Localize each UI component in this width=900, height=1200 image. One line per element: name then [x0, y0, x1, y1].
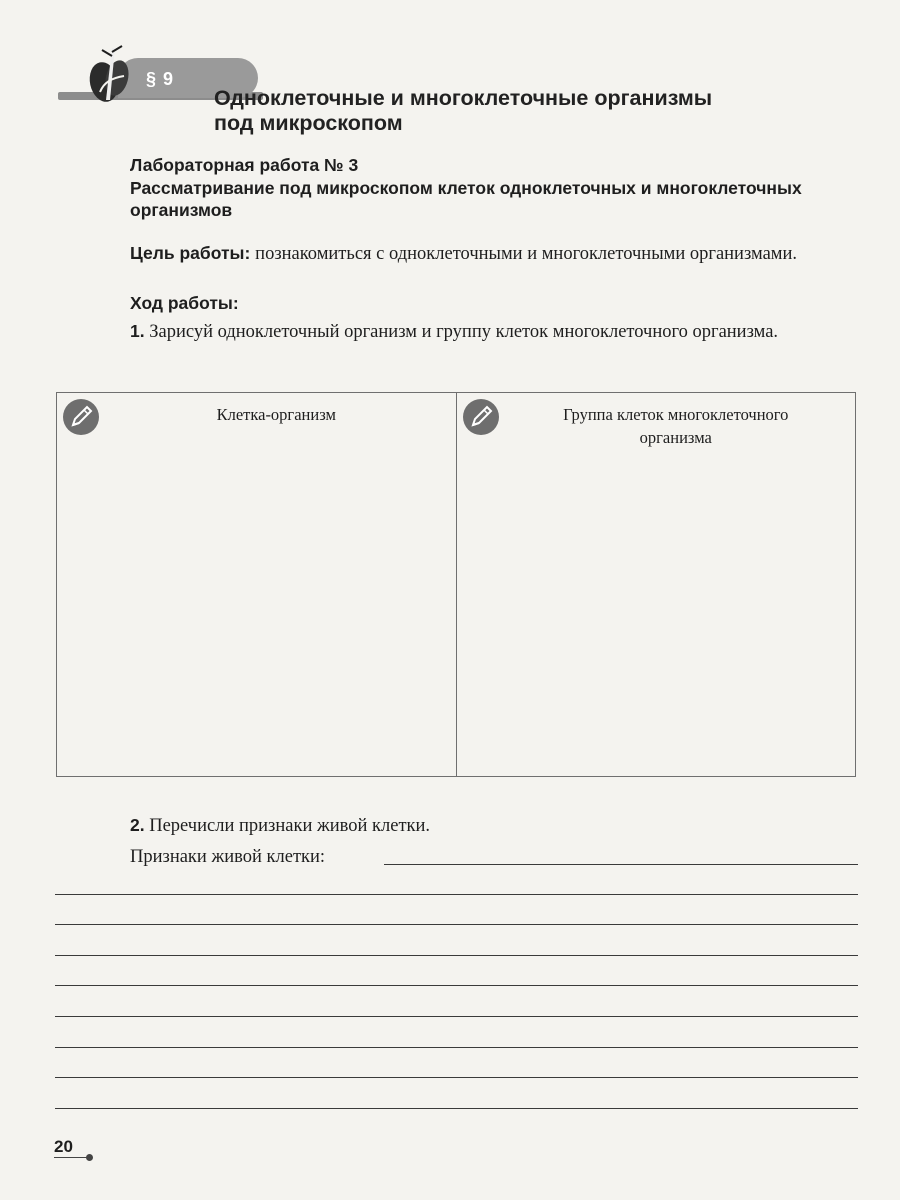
chapter-title-line: Одноклеточные и многоклеточные организмы [214, 86, 713, 110]
pencil-icon [63, 399, 99, 435]
progress-title: Ход работы: [130, 293, 239, 313]
answer-line[interactable] [55, 955, 858, 956]
task-2-number: 2. [130, 815, 145, 835]
cell-caption-group [517, 403, 836, 449]
answer-line[interactable] [55, 1016, 858, 1017]
chapter-title [214, 86, 814, 136]
goal-text: познакомиться с одноклеточными и многоклеточными организмами. [255, 244, 798, 264]
drawing-area-cell-organism[interactable] [57, 393, 456, 776]
cell-caption-organism: Клетка-организм [216, 405, 336, 424]
answer-line[interactable] [55, 894, 858, 895]
drawing-area-cell-group[interactable] [456, 393, 856, 776]
page-number-underline [54, 1157, 88, 1158]
pencil-icon [463, 399, 499, 435]
task-2 [130, 815, 430, 837]
answer-line[interactable] [55, 985, 858, 986]
task-1-number: 1. [130, 321, 145, 341]
answer-line[interactable] [384, 864, 858, 865]
answer-line[interactable] [55, 1108, 858, 1109]
drawing-table [56, 392, 856, 777]
lab-number: Лабораторная работа № 3 [130, 155, 359, 175]
answer-line[interactable] [55, 1077, 858, 1078]
lab-goal [130, 240, 860, 268]
page-number: 20 [54, 1137, 73, 1156]
lab-topic-line: Рассматривание под микроскопом клеток одноклеточных и многоклеточных [130, 178, 802, 198]
task-1 [130, 318, 860, 346]
answer-line[interactable] [55, 924, 858, 925]
answer-label: Признаки живой клетки: [130, 847, 326, 867]
task-1-text: Зарисуй одноклеточный организм и группу клеток многоклеточного организма. [149, 322, 779, 342]
answer-line[interactable] [55, 1047, 858, 1048]
lab-heading [130, 153, 865, 221]
task-2-text: Перечисли признаки живой клетки. [149, 816, 431, 836]
chapter-title-line: под микроскопом [214, 111, 403, 135]
cell-caption-group-line: организма [639, 428, 712, 447]
lab-topic-line: организмов [130, 200, 233, 220]
cell-caption-group-line: Группа клеток многоклеточного [563, 405, 789, 424]
feather-pen-icon [82, 42, 142, 106]
goal-label: Цель работы: [130, 243, 251, 263]
page-number-dot [86, 1154, 93, 1161]
section-number: § 9 [146, 69, 175, 89]
